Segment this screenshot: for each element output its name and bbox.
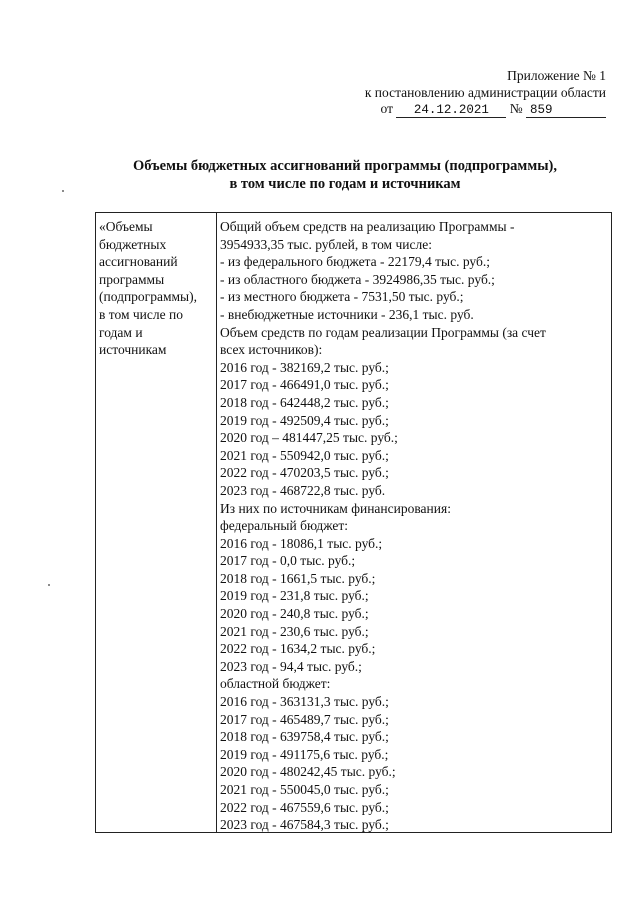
title-line-2: в том числе по годам и источникам [229, 176, 461, 192]
label-line: бюджетных [99, 236, 167, 252]
content-line: 2017 год - 465489,7 тыс. руб.; [220, 711, 389, 727]
label-line: в том числе по [99, 306, 183, 322]
content-line: Из них по источникам финансирования: [220, 500, 451, 516]
content-line: - из областного бюджета - 3924986,35 тыс. руб.; [220, 271, 495, 287]
content-line: Объем средств по годам реализации Программы (за счет [220, 324, 546, 340]
content-line: 2016 год - 382169,2 тыс. руб.; [220, 359, 389, 375]
content-line: 2021 год - 550942,0 тыс. руб.; [220, 447, 389, 463]
content-line: 2020 год - 240,8 тыс. руб.; [220, 606, 369, 622]
content-line: 2018 год - 639758,4 тыс. руб.; [220, 729, 389, 745]
label-line: программы [99, 271, 165, 287]
content-line: 2022 год - 470203,5 тыс. руб.; [220, 465, 389, 481]
label-line: (подпрограммы), [99, 289, 197, 305]
content-line: 2018 год - 1661,5 тыс. руб.; [220, 570, 376, 586]
content-line: областной бюджет: [220, 676, 331, 692]
content-line: всех источников): [220, 342, 323, 358]
table-content-cell [217, 213, 611, 832]
appendix-subtitle: к постановлению администрации области [364, 84, 606, 100]
label-line: «Объемы [99, 219, 153, 234]
content-line: 2017 год - 466491,0 тыс. руб.; [220, 377, 389, 393]
appendix-title: Приложение № 1 [507, 68, 606, 83]
content-line: 2022 год - 467559,6 тыс. руб.; [220, 799, 389, 815]
content-line: 2019 год - 492509,4 тыс. руб.; [220, 412, 389, 428]
number-value: 859 [526, 103, 606, 118]
content-line: 2020 год – 481447,25 тыс. руб.; [220, 430, 398, 446]
date-value: 24.12.2021 [396, 103, 506, 118]
label-line: источникам [99, 342, 167, 358]
content-line: 2020 год - 480242,45 тыс. руб.; [220, 764, 396, 780]
content-line: 2016 год - 363131,3 тыс. руб.; [220, 694, 389, 710]
content-line: - внебюджетные источники - 236,1 тыс. руб. [220, 306, 474, 322]
content-line: 3954933,35 тыс. рублей, в том числе: [220, 236, 432, 252]
content-line: 2019 год - 231,8 тыс. руб.; [220, 588, 369, 604]
date-prefix: от [380, 101, 393, 116]
content-line: 2023 год - 94,4 тыс. руб.; [220, 658, 362, 674]
label-line: ассигнований [99, 254, 178, 270]
content-line: Общий объем средств на реализацию Программы - [220, 219, 515, 234]
appendix-header [306, 68, 606, 118]
content-line: 2019 год - 491175,6 тыс. руб.; [220, 746, 389, 762]
number-prefix: № [509, 101, 523, 116]
title-line-1: Объемы бюджетных ассигнований программы (подпрограммы), [133, 158, 557, 174]
scan-speck [48, 584, 50, 586]
content-line: федеральный бюджет: [220, 518, 348, 534]
label-line: годам и [99, 324, 143, 340]
content-line: 2023 год - 467584,3 тыс. руб.; [220, 817, 389, 833]
content-line: 2016 год - 18086,1 тыс. руб.; [220, 535, 383, 551]
content-line: - из местного бюджета - 7531,50 тыс. руб.; [220, 289, 464, 305]
content-line: 2022 год - 1634,2 тыс. руб.; [220, 641, 376, 657]
table-label-cell [96, 213, 217, 832]
content-line: 2023 год - 468722,8 тыс. руб. [220, 482, 386, 498]
content-line: 2018 год - 642448,2 тыс. руб.; [220, 394, 389, 410]
content-line: - из федерального бюджета - 22179,4 тыс. руб.; [220, 254, 490, 270]
content-line: 2021 год - 550045,0 тыс. руб.; [220, 782, 389, 797]
appendix-date-number-line [306, 101, 606, 118]
content-line: 2021 год - 230,6 тыс. руб.; [220, 623, 369, 639]
scan-speck [62, 190, 64, 192]
budget-table [95, 212, 612, 833]
content-line: 2017 год - 0,0 тыс. руб.; [220, 553, 356, 569]
document-title [90, 157, 600, 193]
